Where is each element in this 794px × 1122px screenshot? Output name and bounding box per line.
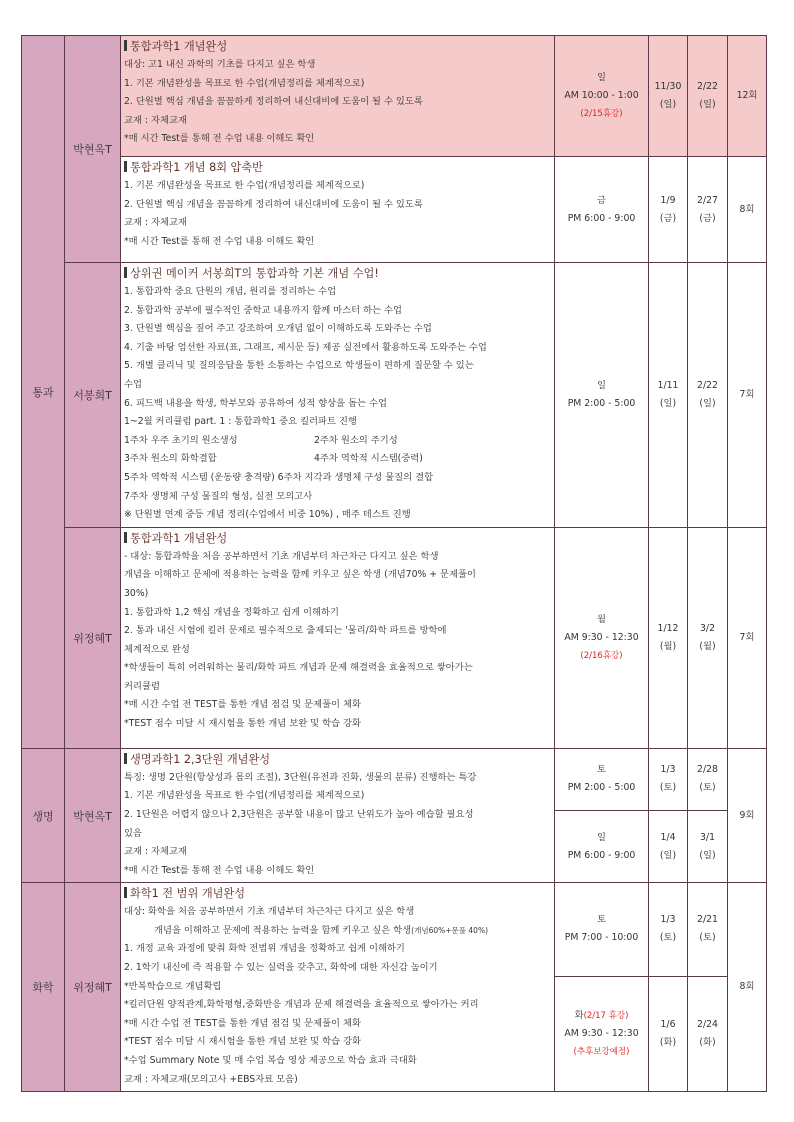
subject-cell: 통과 [22,36,65,749]
desc-line: 2. 통과 내신 시험에 킬러 문제로 필수적으로 출제되는 '물리/화학 파트를 방학에 [124,625,447,637]
time-range: PM 2:00 - 5:00 [567,397,636,409]
desc-line: 교재 : 자체교재 [124,114,187,126]
schedule-time [555,36,649,157]
course-description [121,263,555,528]
teacher-name: 위정혜T [73,981,112,995]
schedule-time [555,883,649,976]
start-date: 1/3 (토) [649,748,688,810]
desc-line: 1. 개정 교육 과정에 맞춰 화학 전범위 개념을 정확하고 쉽게 이해하기 [124,943,405,955]
start-date: 1/6 (화) [649,976,688,1092]
holiday-note: (2/16휴강) [580,650,623,661]
teacher-cell [65,748,121,883]
end-date: 3/2 (월) [688,527,728,748]
class-row [22,748,767,810]
end-date: 2/24 (화) [688,976,728,1092]
desc-line: 1~2월 커리큘럼 part. 1 : 통합과학1 중요 킬러파트 진행 [124,416,357,428]
weekday: 월 [597,613,606,625]
desc-line: 대상: 고1 내신 과학의 기초를 다지고 싶은 학생 [124,59,316,70]
weekday: 화(2/17 휴강) [574,1009,629,1021]
desc-line: *TEST 점수 미달 시 재시험을 통한 개념 보완 및 학습 강화 [124,1036,361,1048]
course-description [121,883,555,1092]
class-row [22,36,767,157]
title-bar-icon [124,532,127,543]
desc-line: *학생들이 특히 어려워하는 물리/화학 파트 개념과 문제 해결력을 효율적으로 쌓아가는 [124,662,473,674]
title-bar-icon [124,887,127,898]
desc-line: 대상: 화학을 처음 공부하면서 기초 개념부터 차근차근 다지고 싶은 학생 [124,906,415,918]
end-date: 2/22 (일) [688,263,728,528]
course-description [121,527,555,748]
desc-line: ※ 단원별 연계 중등 개념 정리(수업에서 비중 10%) , 매주 테스트 진행 [124,509,411,521]
weekday: 토 [597,914,606,926]
desc-line: *TEST 점수 미달 시 재시험을 통한 개념 보완 및 학습 강화 [124,718,361,730]
course-description [121,36,555,157]
desc-line: 6. 피드백 내용을 학생, 학부모와 공유하여 성적 향상을 돕는 수업 [124,397,387,409]
desc-line: 교재 : 자체교재(모의고사 +EBS자료 모음) [124,1073,298,1085]
teacher-cell [65,527,121,748]
time-range: AM 10:00 - 1:00 [564,90,639,101]
desc-line: 교재 : 자체교재 [124,846,187,858]
weekday: 일 [597,379,606,391]
desc-line: 특징: 생명 2단원(항상성과 몸의 조절), 3단원(유전과 진화, 생물의 분류) 진행하는 특강 [124,771,477,783]
session-count: 7회 [728,527,767,748]
teacher-name: 서봉희T [73,388,112,402]
subject-cell: 화학 [22,883,65,1092]
weekday: 일 [597,831,606,843]
end-date: 2/21 (토) [688,883,728,976]
course-title: 생명과학1 2,3단원 개념완성 [124,751,552,769]
class-row [22,263,767,528]
week-line: 1주차 우주 초기의 원소생성 2주차 원소의 주기성 [124,434,398,446]
session-count: 12회 [728,36,767,157]
class-row [22,157,767,263]
desc-line: 개념을 이해하고 문제에 적용하는 능력을 함께 키우고 싶은 학생(개념60%+문풀 40%) [154,924,488,936]
teacher-cell [65,883,121,1092]
makeup-note: (추후보강예정) [573,1046,630,1057]
title-bar-icon [124,267,127,278]
desc-line: - 대상: 통합과학을 처음 공부하면서 기초 개념부터 차근차근 다지고 싶은 학생 [124,550,439,562]
desc-line: *킬러단원 양적관계,화학평형,중화반응 개념과 문제 해결력을 효율적으로 쌓아가는 커리 [124,999,479,1011]
course-title: 화학1 전 범위 개념완성 [124,885,552,903]
time-range: AM 9:30 - 12:30 [564,631,639,643]
course-description [121,157,555,263]
desc-line: 1. 기본 개념완성을 목표로 한 수업(개념정리를 체계적으로) [124,180,365,191]
session-count: 8회 [728,883,767,1092]
desc-line: 2. 단원별 핵심 개념을 꼼꼼하게 정리하여 내신대비에 도움이 될 수 있도록 [124,198,423,210]
holiday-note: (2/15휴강) [580,109,623,119]
start-date: 11/30 (일) [649,36,688,157]
desc-line: 2. 1단원은 어렵지 않으나 2,3단원은 공부할 내용이 많고 난위도가 높아 예습할 필요성 [124,808,474,820]
desc-line: 7주차 생명체 구성 물질의 형성, 실전 모의고사 [124,490,313,502]
course-title: 통합과학1 개념완성 [124,38,552,56]
course-title: 통합과학1 개념 8회 압축반 [124,159,552,177]
schedule-time [555,527,649,748]
desc-line: 1. 통합과학 1,2 핵심 개념을 정확하고 쉽게 이해하기 [124,606,339,618]
course-title: 통합과학1 개념완성 [124,530,552,548]
title-bar-icon [124,40,127,51]
desc-line: 5. 개별 클리닉 및 질의응답을 통한 소통하는 수업으로 학생들이 편하게 질문할 수 있는 [124,360,474,372]
desc-line: 4. 기출 바탕 엄선한 자료(표, 그래프, 제시문 등) 제공 실전에서 활용하도록 도와주는 수업 [124,341,487,353]
session-count: 7회 [728,263,767,528]
start-date: 1/3 (토) [649,883,688,976]
desc-line: *매 시간 Test를 통해 전 수업 내용 이해도 확인 [124,864,315,876]
time-range: AM 9:30 - 12:30 [564,1027,639,1039]
session-count: 8회 [728,157,767,263]
desc-line: 2. 통합과학 공부에 필수적인 중학교 내용까지 함께 마스터 하는 수업 [124,304,402,316]
teacher-name: 위정혜T [73,631,112,645]
desc-line: 수업 [124,378,142,390]
desc-line: 체계적으로 완성 [124,643,190,655]
class-row [22,883,767,976]
schedule-time [555,748,649,810]
weekday: 금 [597,194,606,206]
end-date: 3/1 (일) [688,810,728,882]
desc-line: 2. 단원별 핵심 개념을 꼼꼼하게 정리하여 내신대비에 도움이 될 수 있도록 [124,96,423,108]
desc-line: 2. 1학기 내신에 즉 적용할 수 있는 실력을 갖추고, 화학에 대한 자신감 높이기 [124,962,438,974]
teacher-cell [65,263,121,528]
desc-line: 개념을 이해하고 문제에 적용하는 능력을 함께 키우고 싶은 학생 (개념70% + 문제풀이 [124,569,476,581]
schedule-time [555,157,649,263]
time-range: PM 7:00 - 10:00 [564,932,639,944]
start-date: 1/4 (일) [649,810,688,882]
desc-line: 1. 기본 개념완성을 목표로 한 수업(개념정리를 체계적으로) [124,77,365,89]
desc-line: 1. 기본 개념완성을 목표로 한 수업(개념정리를 체계적으로) [124,790,365,802]
desc-line: *매 시간 Test를 통해 전 수업 내용 이해도 확인 [124,235,315,247]
weekday: 토 [597,764,606,776]
desc-line: 5주차 역학적 시스템 (운동량 충격량) 6주차 지각과 생명체 구성 물질의 결합 [124,471,434,483]
schedule-time [555,263,649,528]
desc-line: 1. 통합과학 중요 단원의 개념, 원리를 정리하는 수업 [124,286,337,297]
start-date: 1/11 (일) [649,263,688,528]
time-range: PM 2:00 - 5:00 [567,782,636,794]
course-description [121,748,555,883]
class-row [22,527,767,748]
title-bar-icon [124,753,127,764]
time-range: PM 6:00 - 9:00 [567,849,636,861]
desc-line: *수업 Summary Note 및 매 수업 복습 영상 제공으로 학습 효과 극대화 [124,1055,417,1067]
start-date: 1/9 (금) [649,157,688,263]
schedule-table [21,35,767,1092]
schedule-time [555,810,649,882]
desc-line: *매 시간 Test를 통해 전 수업 내용 이해도 확인 [124,133,315,145]
desc-line: 교재 : 자체교재 [124,217,187,229]
desc-line: 커리큘럼 [124,680,160,692]
end-date: 2/22 (일) [688,36,728,157]
desc-line: *매 시간 수업 전 TEST를 통한 개념 점검 및 문제풀이 체화 [124,1017,361,1029]
desc-line: *매 시간 수업 전 TEST를 통한 개념 점검 및 문제풀이 체화 [124,699,361,711]
subject-cell: 생명 [22,748,65,883]
teacher-name: 박현옥T [73,143,112,156]
week-line: 3주차 원소의 화학결합 4주차 역학적 시스템(중력) [124,453,423,465]
end-date: 2/28 (토) [688,748,728,810]
schedule-time [555,976,649,1092]
session-count: 9회 [728,748,767,883]
course-title: 상위권 메이커 서봉희T의 통합과학 기본 개념 수업! [124,265,552,283]
end-date: 2/27 (금) [688,157,728,263]
holiday-note: (2/17 휴강) [583,1010,629,1021]
desc-line: 있음 [124,827,142,839]
time-range: PM 6:00 - 9:00 [567,212,636,224]
desc-line: 3. 단원별 핵심을 짚어 주고 강조하여 오개념 없이 이해하도록 도와주는 수업 [124,323,432,335]
desc-line: 30%) [124,587,149,599]
desc-line: *반복학습으로 개념확립 [124,980,222,992]
title-bar-icon [124,161,127,172]
teacher-name: 박현옥T [73,809,112,823]
start-date: 1/12 (월) [649,527,688,748]
weekday: 일 [597,72,606,83]
teacher-cell [65,36,121,263]
